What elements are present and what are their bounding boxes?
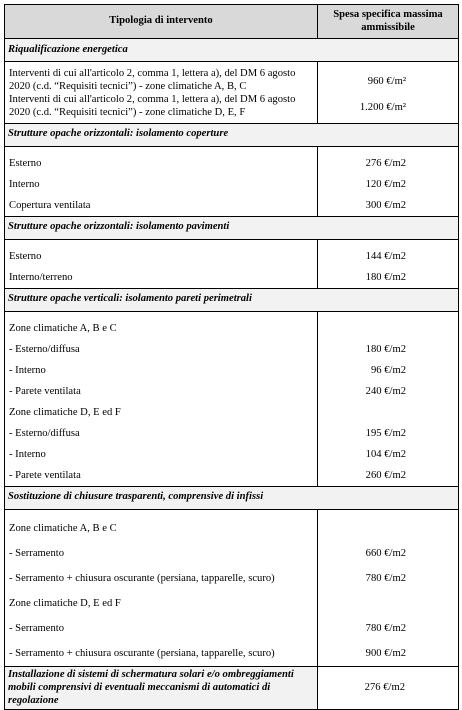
value-cell: [318, 666, 459, 710]
label-cell: [5, 146, 318, 216]
item-value: 180 €/m2: [365, 343, 406, 355]
item-label: Copertura ventilata: [9, 199, 91, 211]
item-value: 300 €/m2: [365, 199, 406, 211]
item-label: - Parete ventilata: [9, 385, 81, 397]
item-label: Interno: [9, 178, 40, 190]
final-label: Installazione di sistemi di schermatura solari e/o ombreggiamenti mobili comprensivi di eventuali meccanismi di automatici di regolazione: [5, 666, 318, 710]
item-label: - Esterno/diffusa: [9, 427, 80, 439]
table-row: [5, 146, 459, 216]
section-row: [5, 216, 459, 239]
section-row: [5, 288, 459, 311]
item-value: 960 €/m²: [367, 76, 406, 88]
item-label: Interventi di cui all'articolo 2, comma 1, lettera a), del DM 6 agosto 2020 (c.d. “Requisiti tecnici”) - zone climatiche A, B, C: [9, 68, 296, 92]
item-value: 1.200 €/m²: [359, 102, 406, 114]
item-value: 900 €/m2: [365, 647, 406, 659]
item-label: - Esterno/diffusa: [9, 343, 80, 355]
section-row: [5, 486, 459, 509]
section-row: [5, 39, 459, 62]
item-value: 780 €/m2: [365, 622, 406, 634]
item-value: 240 €/m2: [365, 385, 406, 397]
item-value: 120 €/m2: [365, 178, 406, 190]
value-cell: [318, 239, 459, 288]
zone-label: Zone climatiche A, B e C: [9, 522, 117, 534]
item-value: 144 €/m2: [365, 250, 406, 262]
item-value: 180 €/m2: [365, 271, 406, 283]
item-label: - Parete ventilata: [9, 469, 81, 481]
item-value: 195 €/m2: [365, 427, 406, 439]
value-cell: [318, 311, 459, 486]
cost-table: [4, 4, 459, 710]
item-label: Interventi di cui all'articolo 2, comma 1, lettera a), del DM 6 agosto 2020 (c.d. “Requisiti tecnici”) - zone climatiche D, E, F: [9, 93, 296, 118]
section-title: Sostituzione di chiusure trasparenti, comprensive di infissi: [5, 486, 459, 509]
value-cell: [318, 62, 459, 124]
section-title: Riqualificazione energetica: [5, 39, 459, 62]
item-label: Esterno: [9, 250, 42, 262]
label-cell: [5, 239, 318, 288]
item-label: - Interno: [9, 364, 46, 376]
zone-label: Zone climatiche D, E ed F: [9, 406, 121, 418]
item-label: - Serramento: [9, 622, 65, 634]
item-label: - Interno: [9, 448, 46, 460]
item-label: - Serramento: [9, 547, 65, 559]
item-label: Interno/terreno: [9, 271, 73, 283]
header-spesa: Spesa specifica massima ammissibile: [318, 5, 459, 39]
table-header-row: [5, 5, 459, 39]
section-row: [5, 123, 459, 146]
item-value: 276 €/m2: [365, 157, 406, 169]
table-row: [5, 62, 459, 124]
label-cell: [5, 311, 318, 486]
table-row: [5, 239, 459, 288]
zone-label: Zone climatiche A, B e C: [9, 322, 117, 334]
item-value: 96 €/m2: [370, 364, 406, 376]
header-tipologia: Tipologia di intervento: [5, 5, 318, 39]
table-row: [5, 666, 459, 710]
item-label: - Serramento + chiusura oscurante (persiana, tapparelle, scuro): [9, 572, 275, 584]
section-title: Strutture opache orizzontali: isolamento coperture: [5, 123, 459, 146]
item-value: 104 €/m2: [365, 448, 406, 460]
section-title: Strutture opache orizzontali: isolamento pavimenti: [5, 216, 459, 239]
item-value: 260 €/m2: [365, 469, 406, 481]
item-value: 660 €/m2: [365, 547, 406, 559]
table-row: [5, 509, 459, 666]
label-cell: [5, 509, 318, 666]
table-row: [5, 311, 459, 486]
item-value: 276 €/m2: [364, 681, 405, 693]
item-label: - Serramento + chiusura oscurante (persiana, tapparelle, scuro): [9, 647, 275, 659]
item-value: 780 €/m2: [365, 572, 406, 584]
value-cell: [318, 146, 459, 216]
section-title: Strutture opache verticali: isolamento pareti perimetrali: [5, 288, 459, 311]
item-label: Esterno: [9, 157, 42, 169]
zone-label: Zone climatiche D, E ed F: [9, 597, 121, 609]
label-cell: [5, 62, 318, 124]
value-cell: [318, 509, 459, 666]
